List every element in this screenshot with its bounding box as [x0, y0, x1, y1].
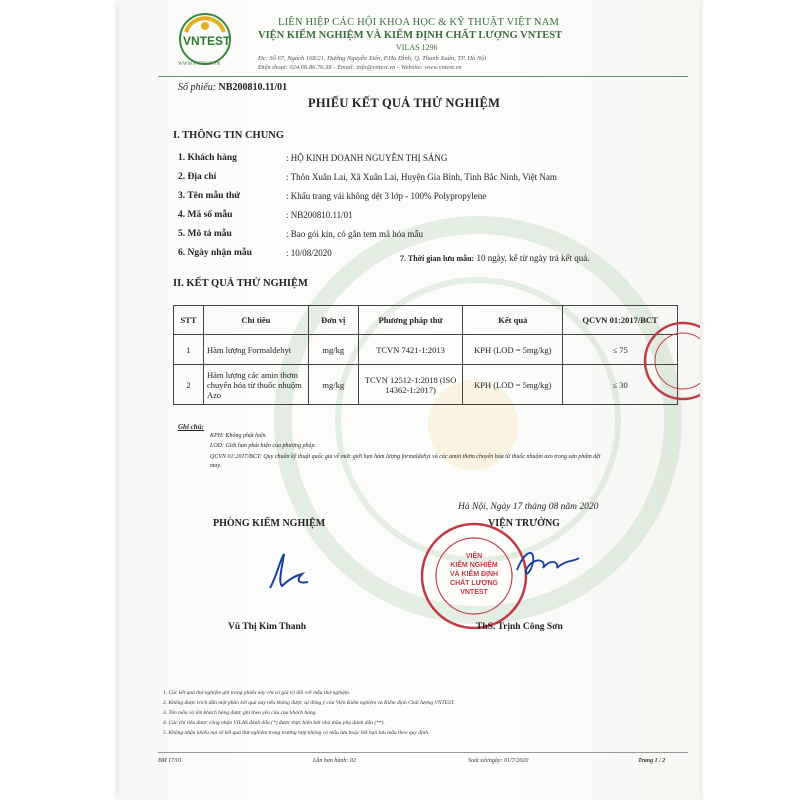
- logo-url: WWW.VNTEST.VN: [178, 62, 221, 67]
- cell-stt: 1: [174, 335, 204, 365]
- footer-divider: [158, 752, 688, 753]
- stamp-line: VÀ KIỂM ĐỊNH: [449, 571, 499, 578]
- info-storage-time: [400, 248, 589, 266]
- section-general-info-heading: I. THÔNG TIN CHUNG: [173, 130, 285, 141]
- col-header-stt: STT: [174, 306, 204, 335]
- cell-stt: 2: [174, 365, 204, 405]
- info-label-storage: 7. Thời gian lưu mẫu:: [400, 254, 475, 263]
- cell-qcvn: ≤ 30: [563, 365, 678, 405]
- col-header-unit: Đơn vị: [308, 306, 358, 335]
- info-value-address: : Thôn Xuân Lai, Xã Xuân Lai, Huyện Gia Bình, Tỉnh Bắc Ninh, Việt Nam: [286, 172, 557, 182]
- footer-edition: Lần ban hành: 02: [313, 758, 356, 764]
- header-address: Đc: Số 67, Ngách 168/21, Đường Nguyễn Xiển, P.Hạ Đình, Q. Thanh Xuân, TP. Hà Nội: [258, 55, 487, 62]
- results-table: [173, 305, 678, 405]
- footnote: 3. Tên mẫu và tên khách hàng được ghi theo yêu cầu của khách hàng.: [163, 710, 317, 716]
- info-label-sample-desc: 5. Mô tả mẫu: [178, 229, 232, 239]
- cell-criterion: Hàm lượng Formaldehyt: [203, 335, 308, 365]
- stamp-line: VNTEST: [460, 589, 488, 596]
- info-value-customer: : HỘ KINH DOANH NGUYỄN THỊ SÁNG: [286, 153, 448, 163]
- stamp-line: CHẤT LƯỢNG: [450, 580, 498, 587]
- info-label-receive-date: 6. Ngày nhận mẫu: [178, 248, 252, 258]
- stamp-line: KIỂM NGHIỆM: [450, 562, 498, 569]
- results-header-row: [174, 306, 678, 335]
- signature-title-lab: PHÒNG KIỂM NGHIỆM: [213, 518, 326, 529]
- footer-page: Trang 1 / 2: [638, 758, 666, 764]
- footnote: 4. Các chỉ tiêu được công nhận VILAS đánh dấu (*) được thực hiện bởi nhà thầu phụ đánh dấu (**).: [163, 720, 385, 726]
- cell-qcvn: ≤ 75: [563, 335, 678, 365]
- cell-method: TCVN 12512-1:2018 (ISO 14362-1:2017): [358, 365, 463, 405]
- info-label-sample-name: 3. Tên mẫu thử: [178, 191, 241, 201]
- document-title: PHIẾU KẾT QUẢ THỬ NGHIỆM: [308, 96, 501, 110]
- report-number: [178, 82, 287, 93]
- col-header-result: Kết quả: [463, 306, 563, 335]
- cell-method: TCVN 7421-1:2013: [358, 335, 463, 365]
- info-value-sample-name: : Khẩu trang vải không dệt 3 lớp - 100% Polypropylene: [286, 191, 487, 201]
- note-item: KPH: Không phát hiện.: [210, 433, 267, 439]
- info-value-sample-code: : NB200810.11/01: [286, 210, 353, 220]
- info-value-sample-desc: : Bao gói kín, có gắn tem mã hóa mẫu: [286, 229, 423, 239]
- signature-left: [258, 548, 318, 596]
- qcvn-stamp: [643, 318, 700, 404]
- col-header-method: Phương pháp thử: [358, 306, 463, 335]
- signature-right: [513, 540, 583, 584]
- info-label-sample-code: 4. Mã số mẫu: [178, 210, 233, 220]
- info-label-customer: 1. Khách hàng: [178, 153, 237, 163]
- info-value-storage: 10 ngày, kể từ ngày trả kết quả.: [474, 253, 590, 263]
- cell-unit: mg/kg: [308, 335, 358, 365]
- note-item: QCVN 01:2017/BCT: Quy chuẩn kỹ thuật quốc gia về mức giới hạn hàm lượng formaldehyt và các amin thơm chuyển hóa từ thuốc nhuộm azo trong sản phẩm dệt may.: [210, 454, 601, 469]
- stamp-line: VIỆN: [465, 553, 483, 560]
- footnote: 1. Các kết quả thử nghiệm ghi trong phiếu này chỉ có giá trị đối với mẫu thử nghiệm.: [163, 690, 351, 696]
- col-header-qcvn: QCVN 01:2017/BCT: [563, 306, 678, 335]
- header-divider: [158, 76, 688, 77]
- issue-date: Hà Nội, Ngày 17 tháng 08 năm 2020: [458, 502, 599, 512]
- notes-heading: Ghi chú:: [178, 423, 204, 431]
- footer-revision: Soát xét/ngày: 01/7/2020: [468, 758, 529, 764]
- stamp-text: [436, 552, 512, 597]
- cell-result: KPH (LOD = 5mg/kg): [463, 365, 563, 405]
- col-header-criterion: Chỉ tiêu: [203, 306, 308, 335]
- vntest-logo: [178, 12, 232, 66]
- footnote: 5. Không nhận khiếu nại về kết quả thử nghiệm trong trường hợp không có mẫu lưu hoặc hết hạn lưu mẫu theo quy định.: [163, 730, 430, 736]
- report-number-label: Số phiếu:: [178, 82, 217, 93]
- logo-text: VNTEST: [183, 34, 231, 48]
- cell-unit: mg/kg: [308, 365, 358, 405]
- header-vilas: VILAS 1296: [396, 43, 438, 52]
- table-row: [174, 365, 678, 405]
- section-results-heading: II. KẾT QUẢ THỬ NGHIỆM: [173, 278, 308, 289]
- header-contact: Điện thoại: 024.66.86.76.38 - Email: info@vntest.vn - Website: www.vntest.vn: [258, 64, 462, 71]
- document-page: [118, 0, 700, 800]
- header-institute: VIỆN KIỂM NGHIỆM VÀ KIỂM ĐỊNH CHẤT LƯỢNG VNTEST: [258, 30, 563, 41]
- signature-title-director: VIỆN TRƯỞNG: [488, 518, 560, 529]
- info-value-receive-date: : 10/08/2020: [286, 248, 332, 258]
- cell-criterion: Hàm lượng các amin thơm chuyển hóa từ thuốc nhuộm Azo: [203, 365, 308, 405]
- signer-name-director: ThS. Trịnh Công Sơn: [476, 622, 563, 632]
- note-item: LOD: Giới hạn phát hiện của phương pháp.: [210, 443, 317, 449]
- footer-form-code: BM 17/01: [158, 758, 182, 764]
- footnote: 2. Không được trích dẫn một phần kết quả này nếu không được sự đồng ý của Viện Kiểm nghiệm và Kiểm định Chất lượng VNTEST.: [163, 700, 455, 706]
- report-number-value: NB200810.11/01: [218, 82, 288, 93]
- info-label-address: 2. Địa chỉ: [178, 172, 217, 182]
- cell-result: KPH (LOD = 5mg/kg): [463, 335, 563, 365]
- table-row: [174, 335, 678, 365]
- header-federation: LIÊN HIỆP CÁC HỘI KHOA HỌC & KỸ THUẬT VIỆT NAM: [278, 17, 560, 28]
- signer-name-lab: Vũ Thị Kim Thanh: [228, 622, 307, 632]
